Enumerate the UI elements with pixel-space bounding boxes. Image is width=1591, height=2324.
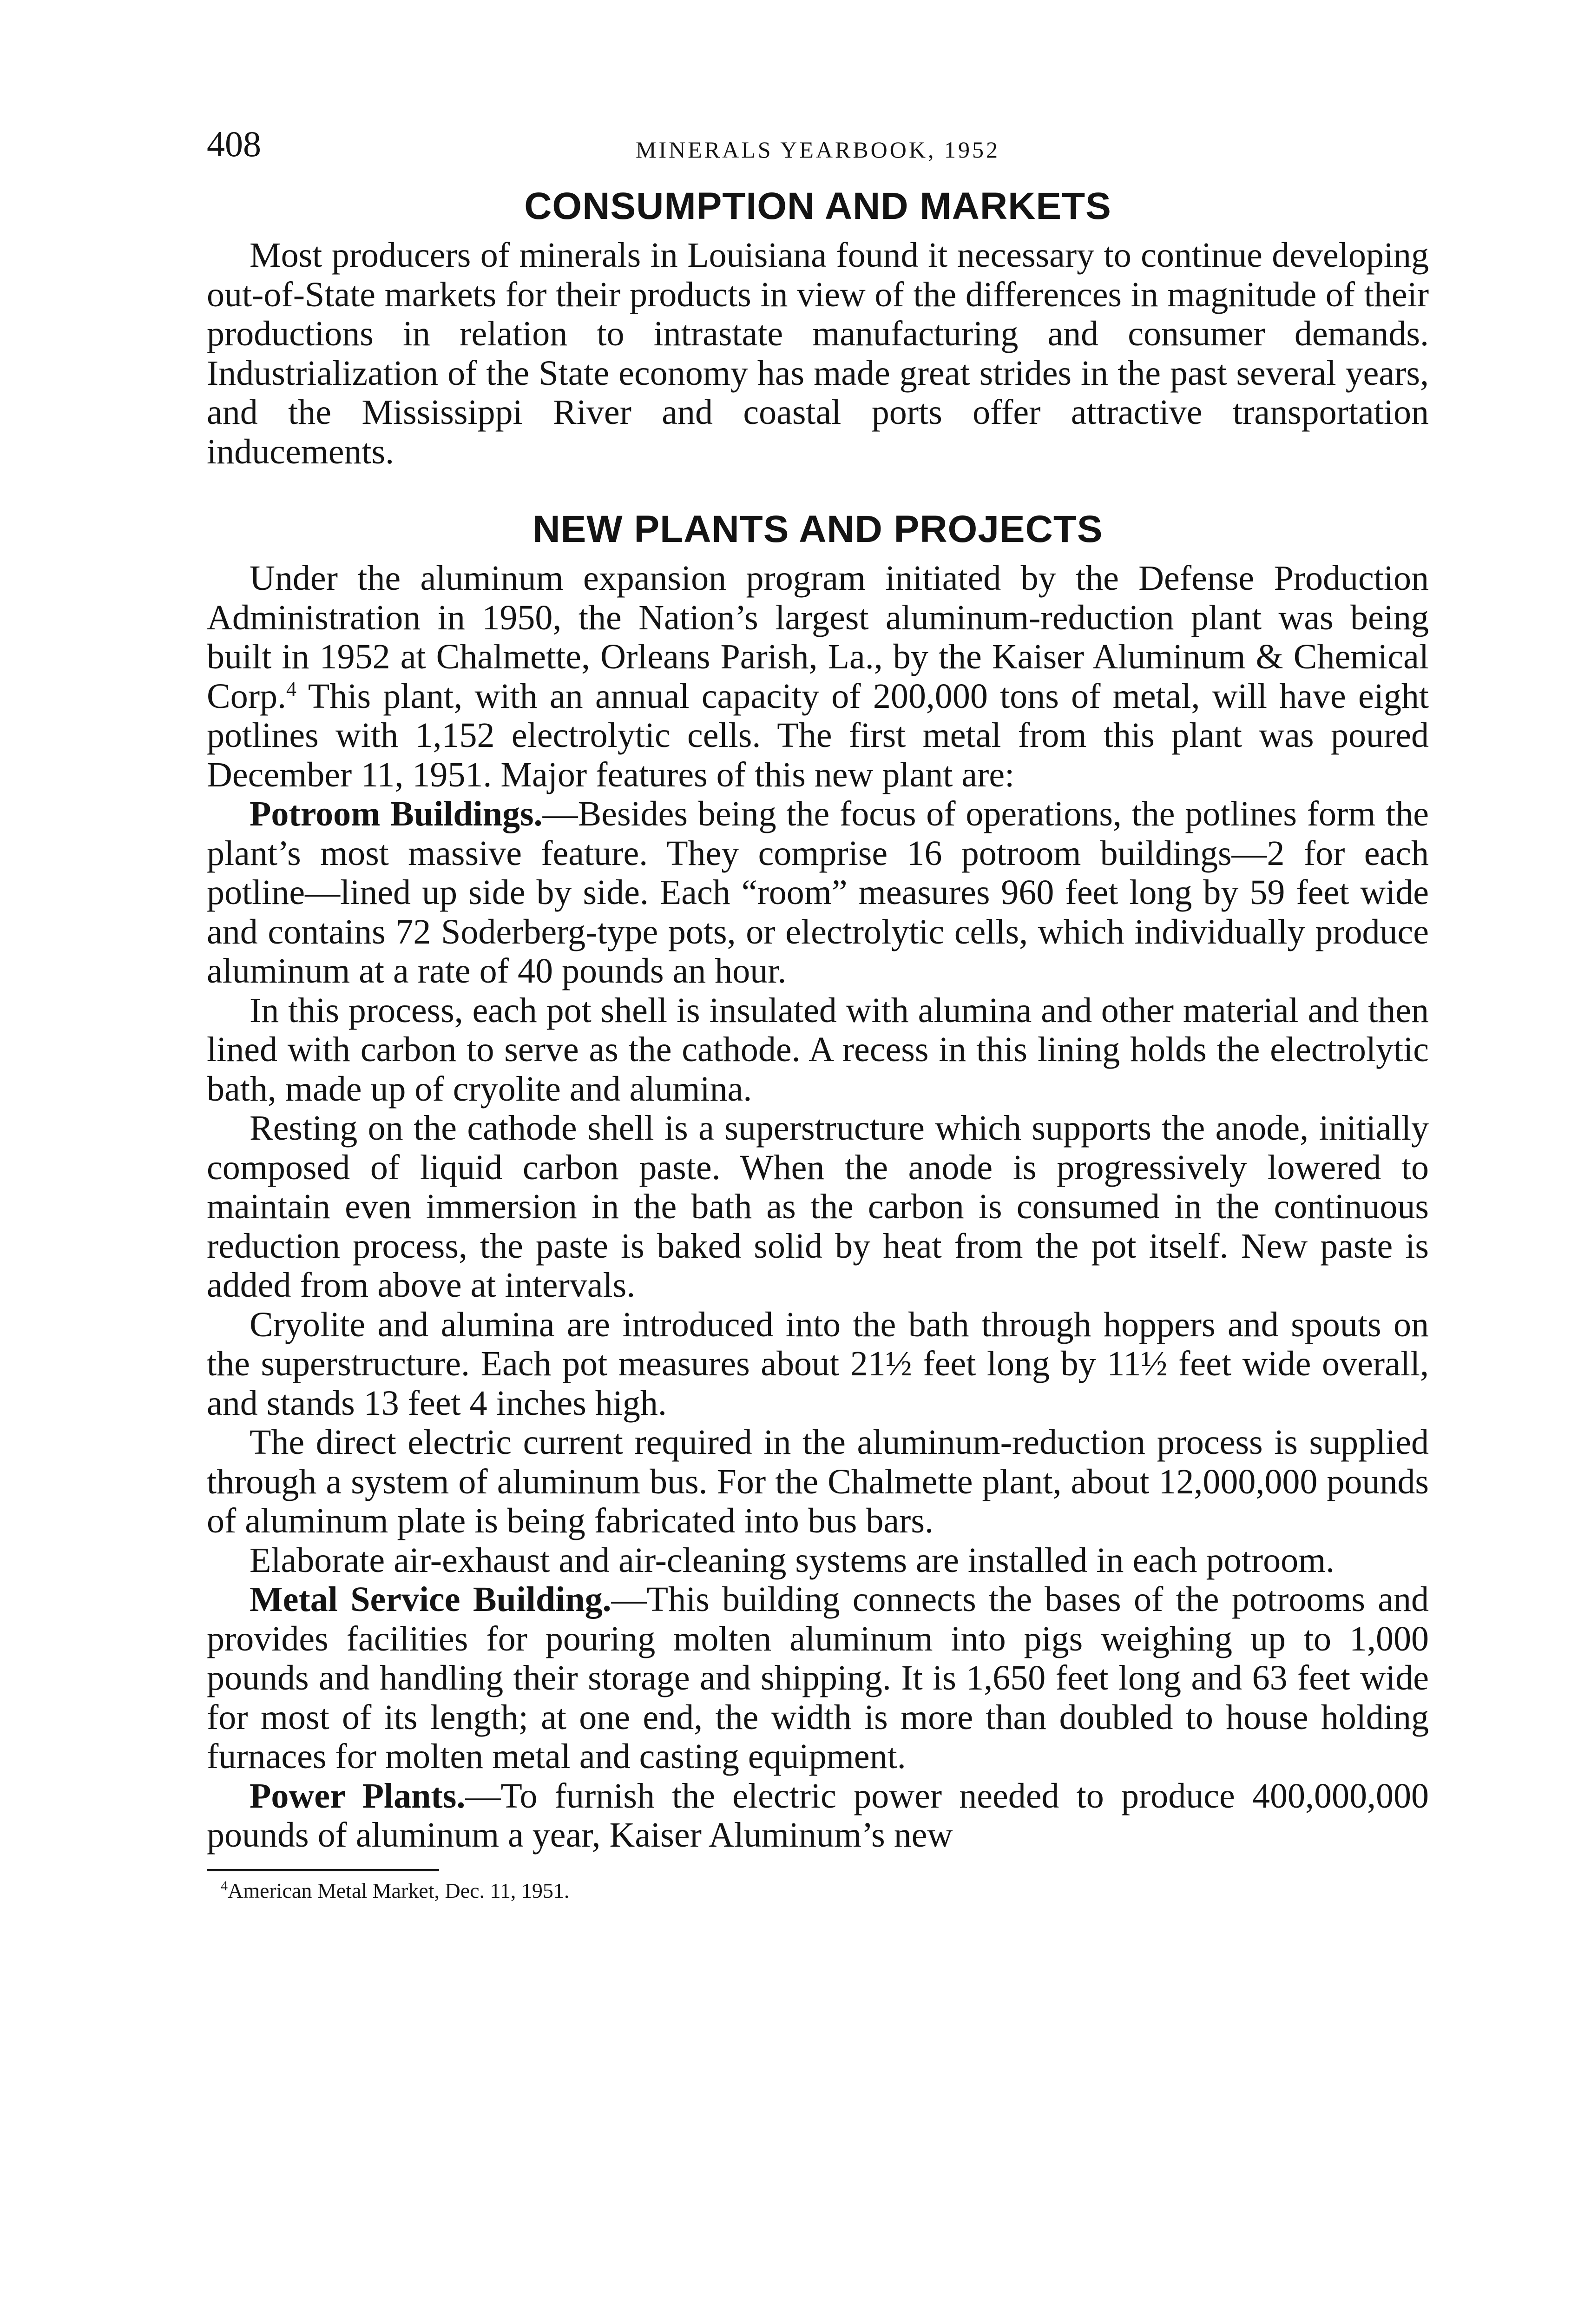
run-in-heading: Metal Service Building. [250,1580,611,1619]
paragraph-text: —Besides being the focus of operations, the potlines form the plant’s most massive feature. They comprise 16 potroom buildings—2 for each potline—lined up side by side. Each “room” measures 960 feet long by 59 feet wide and contains 72 Soderberg-type pots, or electrolytic cells, which individually produce aluminum at a rate of 40 pounds an hour. [207,794,1429,990]
paragraph-text: —To furnish the electric power needed to produce 400,000,000 pounds of aluminum a year, Kaiser Aluminum’s new [207,1776,1429,1855]
paragraph-text: Cryolite and alumina are introduced into the bath through hoppers and spouts on the superstructure. Each pot measures about 21½ feet long by 11½ feet wide overall, and stands 13 feet 4 inches high. [207,1305,1429,1423]
paragraph-intro [207,559,1429,794]
paragraph-superstructure [207,1109,1429,1305]
paragraph-text: Elaborate air-exhaust and air-cleaning systems are installed in each potroom. [250,1540,1335,1580]
paragraph-text-continued: This plant, with an annual capacity of 200,000 tons of metal, will have eight potlines with 1,152 electrolytic cells. The first metal from this plant was poured December 11, 1951. Major features of this new plant are: [207,676,1429,794]
paragraph-potroom-buildings [207,794,1429,991]
running-title: MINERALS YEARBOOK, 1952 [636,137,1000,163]
running-head [207,119,1429,170]
footnote-divider [207,1869,439,1871]
paragraph-consumption [207,236,1429,471]
paragraph-metal-service-building [207,1580,1429,1776]
paragraph-pot-shell [207,991,1429,1109]
paragraph-text: The direct electric current required in the aluminum-reduction process is supplied through a system of aluminum bus. For the Chalmette plant, about 12,000,000 pounds of aluminum plate is being fabricated into bus bars. [207,1423,1429,1540]
section-heading-new-plants: NEW PLANTS AND PROJECTS [533,508,1103,550]
paragraph-text: Most producers of minerals in Louisiana found it necessary to continue developing out-of-State markets for their products in view of the differences in magnitude of their productions in relation to intrastate manufacturing and consumer demands. Industrialization of the State economy has made great strides in the past several years, and the Mississippi River and coastal ports offer attractive transportation inducements. [207,236,1429,471]
footnote [207,1878,1429,1904]
paragraph-text: Resting on the cathode shell is a superstructure which supports the anode, initially composed of liquid carbon paste. When the anode is progressively lowered to maintain even immersion in the bath as the carbon is consumed in the continuous reduction process, the paste is baked solid by heat from the pot itself. New paste is added from above at intervals. [207,1109,1429,1305]
paragraph-power-plants [207,1776,1429,1855]
paragraph-text: —This building connects the bases of the potrooms and provides facilities for pouring molten aluminum into pigs weighing up to 1,000 pounds and handling their storage and shipping. It is 1,650 feet long and 63 feet wide for most of its length; at one end, the width is more than doubled to house holding furnaces for molten metal and casting equipment. [207,1580,1429,1776]
run-in-heading: Potroom Buildings. [250,794,543,833]
footnote-text: American Metal Market, Dec. 11, 1951. [228,1878,570,1902]
footnote-marker: 4 [221,1878,228,1894]
run-in-heading: Power Plants. [250,1776,466,1816]
paragraph-electric-current [207,1423,1429,1541]
footnote-reference: 4 [286,677,296,700]
page-number: 408 [207,124,261,164]
section-heading-consumption: CONSUMPTION AND MARKETS [524,185,1111,227]
paragraph-text: In this process, each pot shell is insulated with alumina and other material and then lined with carbon to serve as the cathode. A recess in this lining holds the electrolytic bath, made up of cryolite and alumina. [207,990,1429,1109]
paragraph-text: Under the aluminum expansion program initiated by the Defense Production Administration in 1950, the Nation’s largest aluminum-reduction plant was being built in 1952 at Chalmette, Orleans Parish, La., by the Kaiser Aluminum & Chemical Corp. [207,559,1429,716]
document-page [207,119,1429,1904]
paragraph-air-systems [207,1541,1429,1580]
paragraph-cryolite [207,1305,1429,1423]
